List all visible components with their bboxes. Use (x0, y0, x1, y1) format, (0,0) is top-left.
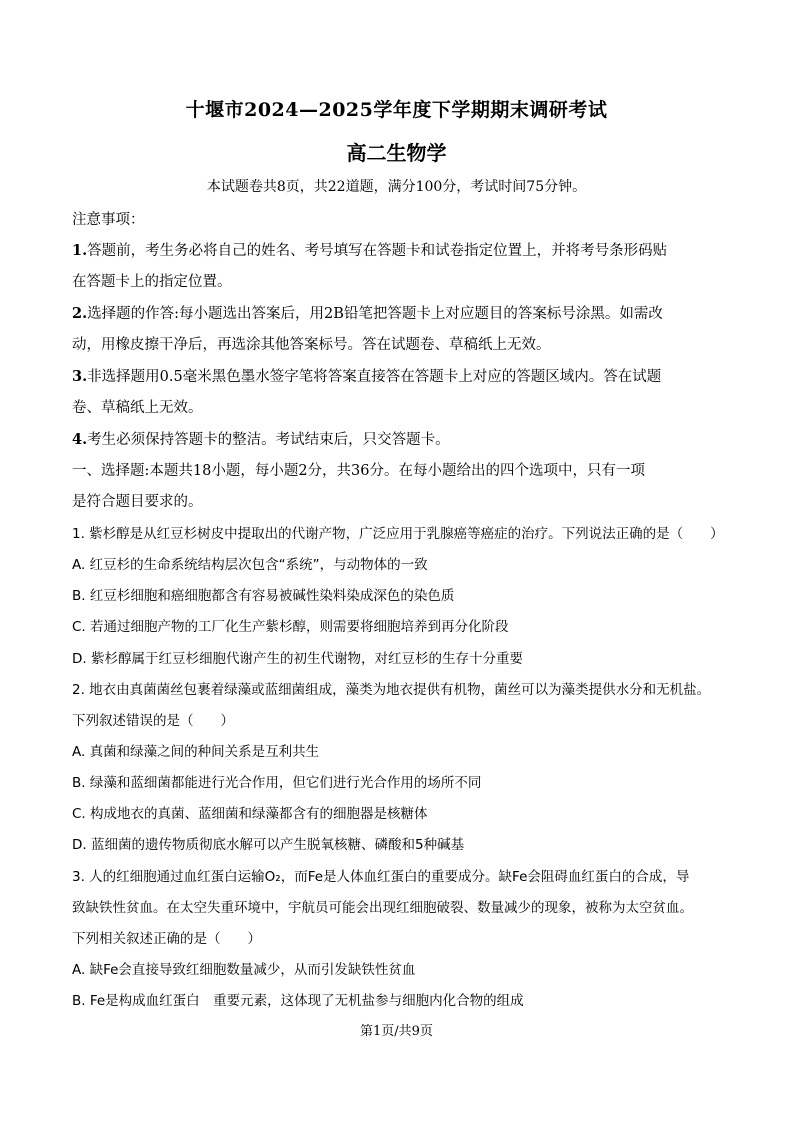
question-2-option-a: A. 真菌和绿藻之间的种间关系是互利共生 (72, 744, 320, 760)
note-3-line-1 (72, 365, 661, 386)
section-1-heading-line-2: 是符合题目要求的。 (72, 494, 203, 510)
question-2-stem-line-1: 2. 地衣由真菌菌丝包裹着绿藻或蓝细菌组成，藻类为地衣提供有机物，菌丝可以为藻类提供水分和无机盐。 (72, 682, 711, 698)
question-2-stem-line-2: 下列叙述错误的是（ ） (72, 713, 234, 729)
question-1-option-c: C. 若通过细胞产物的工厂化生产紫杉醇，则需要将细胞培养到再分化阶段 (72, 619, 509, 635)
question-1-option-a: A. 红豆杉的生命系统结构层次包含“系统”，与动物体的一致 (72, 557, 428, 573)
exam-subject: 高二生物学 (346, 141, 447, 165)
note-2-number: 2. (72, 305, 88, 322)
notes-heading: 注意事项： (72, 212, 145, 228)
question-3-option-b: B. Fe是构成血红蛋白 重要元素，这体现了无机盐参与细胞内化合物的组成 (72, 993, 524, 1009)
question-2-option-c: C. 构成地衣的真菌、蓝细菌和绿藻都含有的细胞器是核糖体 (72, 806, 428, 822)
note-3-text-a: 非选择题用0.5毫米黑色墨水签字笔将答案直接答在答题卡上对应的答题区域内。答在试题 (87, 369, 662, 385)
note-3-line-2: 卷、草稿纸上无效。 (72, 400, 203, 416)
section-1-heading-line-1: 一、选择题:本题共18小题，每小题2分，共36分。在每小题给出的四个选项中，只有一项 (72, 463, 646, 479)
note-2-line-2: 动，用橡皮擦干净后，再选涂其他答案标号。答在试题卷、草稿纸上无效。 (72, 337, 551, 353)
note-1-line-1 (72, 239, 667, 260)
page-footer: 第1页/共9页 (360, 1024, 433, 1039)
note-3-number: 3. (72, 368, 88, 385)
question-1-option-d: D. 紫杉醇属于红豆杉细胞代谢产生的初生代谢物，对红豆杉的生存十分重要 (72, 651, 523, 667)
note-4-text-a: 考生必须保持答题卡的整洁。考试结束后，只交答题卡。 (87, 432, 450, 448)
question-3-stem-line-1: 3. 人的红细胞通过血红蛋白运输O₂，而Fe是人体血红蛋白的重要成分。缺Fe会阻碍血红蛋白的合成，导 (72, 869, 690, 885)
note-2-line-1 (72, 302, 663, 323)
note-1-number: 1. (72, 242, 88, 259)
exam-info: 本试题卷共8页，共22道题，满分100分，考试时间75分钟。 (206, 179, 587, 195)
exam-title: 十堰市2024—2025学年度下学期期末调研考试 (185, 99, 608, 121)
question-3-option-a: A. 缺Fe会直接导致红细胞数量减少，从而引发缺铁性贫血 (72, 962, 416, 978)
note-1-line-2: 在答题卡上的指定位置。 (72, 274, 232, 290)
question-1-stem: 1. 紫杉醇是从红豆杉树皮中提取出的代谢产物，广泛应用于乳腺癌等癌症的治疗。下列说法正确的是（ ） (72, 526, 724, 542)
question-1-option-b: B. 红豆杉细胞和癌细胞都含有容易被碱性染料染成深色的染色质 (72, 588, 455, 604)
note-1-text-a: 答题前，考生务必将自己的姓名、考号填写在答题卡和试卷指定位置上，并将考号条形码贴 (87, 243, 668, 259)
question-2-option-b: B. 绿藻和蓝细菌都能进行光合作用，但它们进行光合作用的场所不同 (72, 775, 482, 791)
note-2-text-a: 选择题的作答:每小题选出答案后，用2B铅笔把答题卡上对应题目的答案标号涂黑。如需改 (87, 306, 663, 322)
question-3-stem-line-2: 致缺铁性贫血。在太空失重环境中，宇航员可能会出现红细胞破裂、数量减少的现象，被称为太空贫血。 (72, 900, 693, 916)
note-4-line-1 (72, 428, 450, 449)
question-3-stem-line-3: 下列相关叙述正确的是（ ） (72, 931, 261, 947)
question-2-option-d: D. 蓝细菌的遗传物质彻底水解可以产生脱氧核糖、磷酸和5种碱基 (72, 837, 465, 853)
note-4-number: 4. (72, 431, 88, 448)
